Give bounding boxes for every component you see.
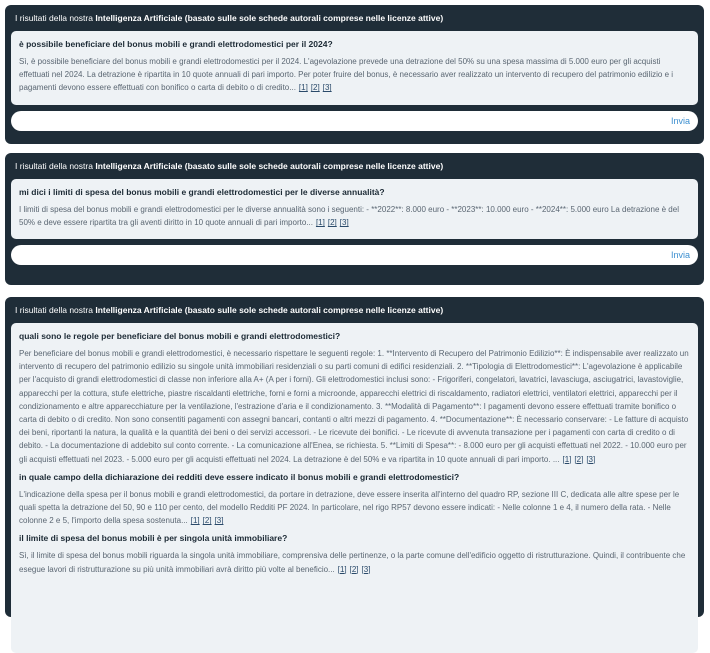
header-title: Intelligenza Artificiale (basato sulle sole schede autorali comprese nelle licenze attive) — [95, 305, 444, 315]
send-button[interactable]: Invia — [670, 250, 690, 261]
qa-item — [19, 187, 690, 229]
ref-link-1[interactable]: [1] — [315, 218, 325, 228]
references — [313, 218, 349, 227]
qa-box — [11, 31, 698, 105]
references — [296, 83, 332, 92]
answer-text — [19, 488, 690, 528]
ref-link-2[interactable]: [2] — [310, 83, 320, 93]
question-text: in quale campo della dichiarazione dei redditi deve essere indicato il bonus mobili e grandi elettrodomestici? — [19, 471, 460, 482]
ref-link-3[interactable]: [3] — [214, 516, 224, 526]
qa-box — [11, 179, 698, 239]
answer-text — [19, 55, 690, 95]
header-title: Intelligenza Artificiale (basato sulle sole schede autorali comprese nelle licenze attive) — [95, 13, 444, 23]
ref-link-3[interactable]: [3] — [339, 218, 349, 228]
ai-results-panel-3 — [5, 297, 704, 617]
header-prefix: I risultati della nostra — [15, 13, 96, 23]
chat-input[interactable] — [11, 245, 698, 265]
answer-body: Per beneficiare del bonus mobili e grandi elettrodomestici, è necessario rispettare le seguenti regole: 1. **Intervento di Recupero del Patrimonio Edilizio**: È indispensabile aver realizzato un intervento di recupero del patrimonio edilizio su singole unità immobiliari residenziali o su parti comuni di edifici residenziali. 2. **Tipologia di Elettrodomestici**: L'agevolazione è applicabile per l'acquisto di grandi elettrodomestici di classe non inferiore alla A+ (A per i forni). Gli elettrodomestici inclusi sono: - Frigoriferi, congelatori, lavatrici, lavasciuga, asciugatrici, lavastoviglie, apparecchi per la cottura, stufe elettriche, piastre riscaldanti elettriche, forni e forni a microonde, apparecchi elettrici di riscaldamento, radiatori elettrici, ventilatori elettrici, apparecchi per il condizionamento e altre apparecchiature per la ventilazione, l'estrazione d'aria e il condizionamento. 3. **Modalità di Pagamento**: I pagamenti devono essere effettuati tramite bonifico o carta di debito o di credito. Non sono consentiti pagamenti con assegni bancari, contanti o altri mezzi di pagamento. 4. **Documentazione**: È necessario conservare: - Le fatture di acquisto dei beni, riportanti la natura, la qualità e la quantità dei beni o dei servizi accessori. - Le ricevute dei bonifici. - Le ricevute di avvenuta transazione per i pagamenti con carta di credito o di debito. - La documentazione di addebito sul conto corrente. - La comunicazione all'Enea, se richiesta. 5. **Limiti di Spesa**: - 8.000 euro per gli acquisti effettuati nel 2022. - 10.000 euro per gli acquisti effettuati nel 2023. - 5.000 euro per gli acquisti effettuati nel 2024. La detrazione è del 50% e va ripartita in 10 quote annuali di pari importo. ... — [19, 349, 689, 464]
qa-item — [19, 472, 690, 528]
panel-header — [11, 297, 698, 323]
header-title: Intelligenza Artificiale (basato sulle sole schede autorali comprese nelle licenze attive) — [95, 161, 444, 171]
question-text: mi dici i limiti di spesa del bonus mobili e grandi elettrodomestici per le diverse annualità? — [19, 187, 385, 197]
ref-link-3[interactable]: [3] — [322, 83, 332, 93]
ref-link-2[interactable]: [2] — [574, 454, 584, 464]
answer-body: Sì, è possibile beneficiare del bonus mobili e grandi elettrodomestici per il 2024. L'agevolazione prevede una detrazione del 50% su una spesa massima di 5.000 euro per gli acquisti effettuati nel 2024. La detrazione è ripartita in 10 quote annuali di pari importo. Per poter fruire del bonus, è necessario aver realizzato un intervento di recupero del patrimonio edilizio e i pagamenti devono essere effettuati con bonifico o carta di debito o di credito... — [19, 57, 674, 93]
panel-header — [11, 153, 698, 179]
ref-link-2[interactable]: [2] — [202, 516, 212, 526]
qa-item — [19, 331, 690, 466]
panel-header — [11, 5, 698, 31]
question-text: il limite di spesa del bonus mobili è per singola unità immobiliare? — [19, 533, 288, 544]
answer-body: I limiti di spesa del bonus mobili e grandi elettrodomestici per le diverse annualità sono i seguenti: - **2022**: 8.000 euro - **2023**: 10.000 euro - **2024**: 5.000 euro La detrazione è del 50% e deve essere ripartita tra gli aventi diritto in 10 quote annuali di pari importo... — [19, 205, 679, 228]
ref-link-2[interactable]: [2] — [327, 218, 337, 228]
qa-box — [11, 323, 698, 653]
answer-text — [19, 549, 690, 575]
question-text: è possibile beneficiare del bonus mobili e grandi elettrodomestici per il 2024? — [19, 39, 333, 49]
ai-results-panel-2 — [5, 153, 704, 285]
qa-item — [19, 533, 690, 575]
header-prefix: I risultati della nostra — [15, 161, 96, 171]
ref-link-1[interactable]: [1] — [298, 83, 308, 93]
header-prefix: I risultati della nostra — [15, 305, 96, 315]
ref-link-1[interactable]: [1] — [190, 516, 200, 526]
answer-text — [19, 203, 690, 229]
answer-body: L'indicazione della spesa per il bonus mobili e grandi elettrodomestici, da portare in detrazione, deve essere inserita all'interno del quadro RP, sezione III C, dedicata alle altre spese per le quali spetta la detrazione del 50, 90 e 110 per cento, del modello Redditi PF 2024. In particolare, nel rigo RP57 devono essere indicati: - Nelle colonne 1 e 4, il numero della rata. - Nelle colonne 2 e 5, l'importo della spesa sostenuta... — [19, 489, 680, 526]
references — [335, 565, 371, 574]
answer-text — [19, 347, 690, 466]
references — [188, 516, 224, 525]
answer-body: Sì, il limite di spesa del bonus mobili riguarda la singola unità immobiliare, comprensiva delle pertinenze, o la parte comune dell'edificio oggetto di ristrutturazione. Quindi, il contribuente che esegue lavori di ristrutturazione su più unità immobiliari avrà diritto più volte al beneficio... — [19, 551, 686, 574]
ref-link-2[interactable]: [2] — [349, 564, 359, 574]
ref-link-3[interactable]: [3] — [361, 564, 371, 574]
ref-link-1[interactable]: [1] — [562, 454, 572, 464]
ref-link-1[interactable]: [1] — [337, 564, 347, 574]
ref-link-3[interactable]: [3] — [586, 454, 596, 464]
ai-results-panel-1 — [5, 5, 704, 144]
chat-input[interactable] — [11, 111, 698, 131]
send-button[interactable]: Invia — [670, 115, 690, 126]
question-text: quali sono le regole per beneficiare del bonus mobili e grandi elettrodomestici? — [19, 331, 341, 341]
qa-item — [19, 39, 690, 95]
references — [560, 455, 596, 464]
